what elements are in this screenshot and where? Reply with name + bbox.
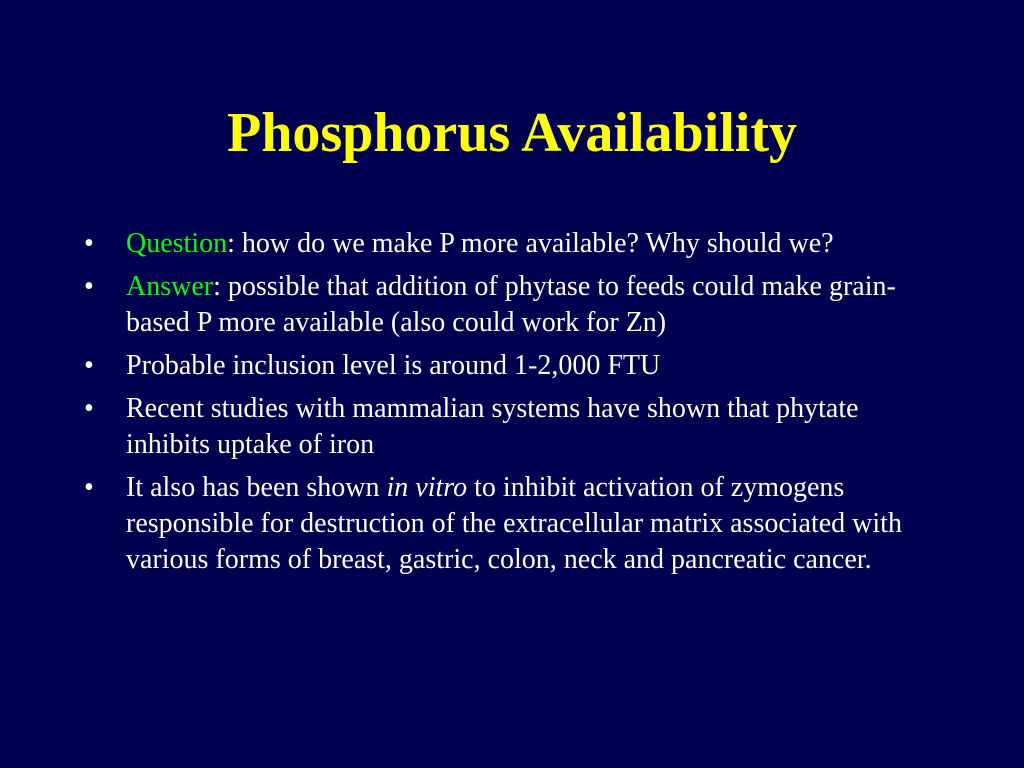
bullet-icon: • bbox=[84, 350, 94, 381]
bullet-text-in-vitro-before: It also has been shown bbox=[126, 472, 387, 503]
bullet-text-in-vitro-italic: in vitro bbox=[386, 472, 468, 503]
bullet-item-question bbox=[80, 226, 940, 262]
bullet-text-inclusion-level: Probable inclusion level is around 1-2,000 FTU bbox=[126, 350, 661, 381]
bullet-text-in-vitro-after: to inhibit activation of zymogens responsible for destruction of the extracellular matrix associated with various forms of breast, gastric, colon, neck and pancreatic cancer. bbox=[126, 472, 902, 575]
bullet-icon: • bbox=[84, 228, 94, 259]
bullet-lead-question: Question bbox=[126, 228, 228, 259]
bullet-icon: • bbox=[84, 393, 94, 424]
bullet-item-iron-uptake bbox=[80, 391, 940, 463]
bullet-text-answer: : possible that addition of phytase to feeds could make grain-based P more available (also could work for Zn) bbox=[126, 271, 896, 338]
bullet-text-iron-uptake: Recent studies with mammalian systems have shown that phytate inhibits uptake of iron bbox=[126, 393, 859, 460]
bullet-item-inclusion-level bbox=[80, 348, 940, 384]
bullet-list bbox=[80, 226, 940, 585]
bullet-item-answer bbox=[80, 269, 940, 341]
bullet-lead-answer: Answer bbox=[126, 271, 214, 302]
bullet-text-question: : how do we make P more available? Why should we? bbox=[227, 228, 834, 259]
bullet-item-in-vitro bbox=[80, 470, 940, 578]
bullet-icon: • bbox=[84, 271, 94, 302]
slide-title: Phosphorus Availability bbox=[226, 102, 797, 164]
bullet-icon: • bbox=[84, 472, 94, 503]
